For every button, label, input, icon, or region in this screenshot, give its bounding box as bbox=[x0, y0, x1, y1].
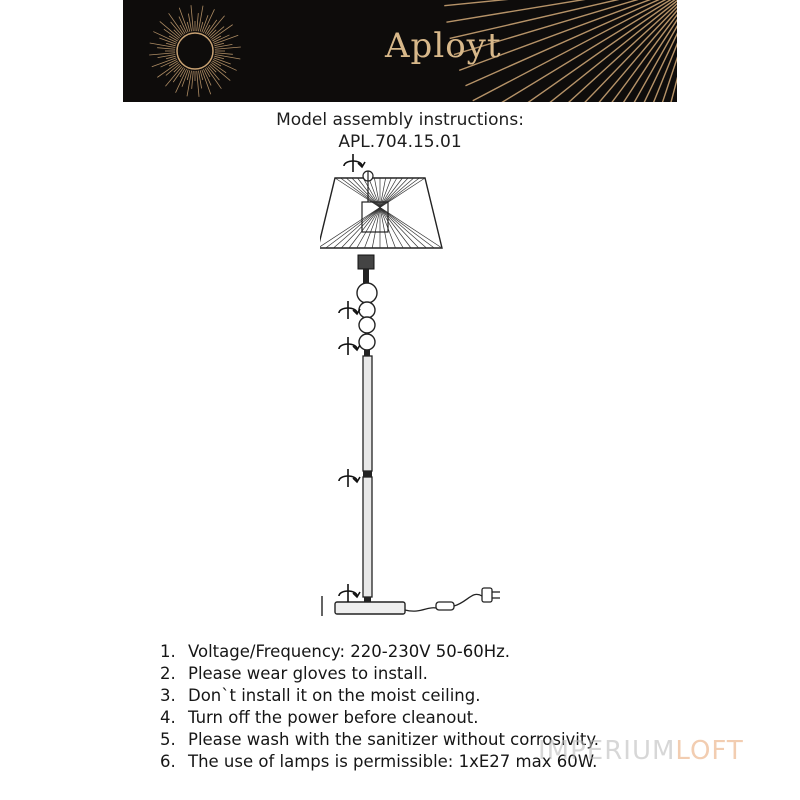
upper-rod-icon bbox=[363, 356, 372, 471]
list-item: 1. Voltage/Frequency: 220-230V 50-60Hz. bbox=[160, 642, 511, 661]
brand-banner bbox=[123, 0, 677, 102]
ball-column-icon bbox=[357, 283, 377, 350]
lamp-base-icon bbox=[335, 602, 405, 614]
socket-icon bbox=[358, 255, 374, 269]
instructions-title: Model assembly instructions: bbox=[276, 110, 524, 130]
brand-logo: Aployt bbox=[385, 26, 502, 66]
list-item: 5. Please wash with the sanitizer without corrosivity. bbox=[160, 730, 600, 749]
list-item: 2. Please wear gloves to install. bbox=[160, 664, 428, 683]
model-number: APL.704.15.01 bbox=[338, 132, 462, 152]
lower-rod-icon bbox=[363, 477, 372, 597]
lampshade-icon bbox=[320, 171, 442, 248]
list-item: 6. The use of lamps is permissible: 1xE27 max 60W. bbox=[160, 752, 598, 771]
floor-lamp-diagram bbox=[320, 150, 520, 620]
instruction-list bbox=[160, 641, 599, 773]
list-item: 4. Turn off the power before cleanout. bbox=[160, 708, 479, 727]
neck-icon bbox=[363, 269, 369, 283]
list-item: 3. Don`t install it on the moist ceiling. bbox=[160, 686, 481, 705]
power-cord-icon bbox=[405, 588, 500, 611]
watermark: IMPERIUMLOFT bbox=[538, 736, 744, 766]
